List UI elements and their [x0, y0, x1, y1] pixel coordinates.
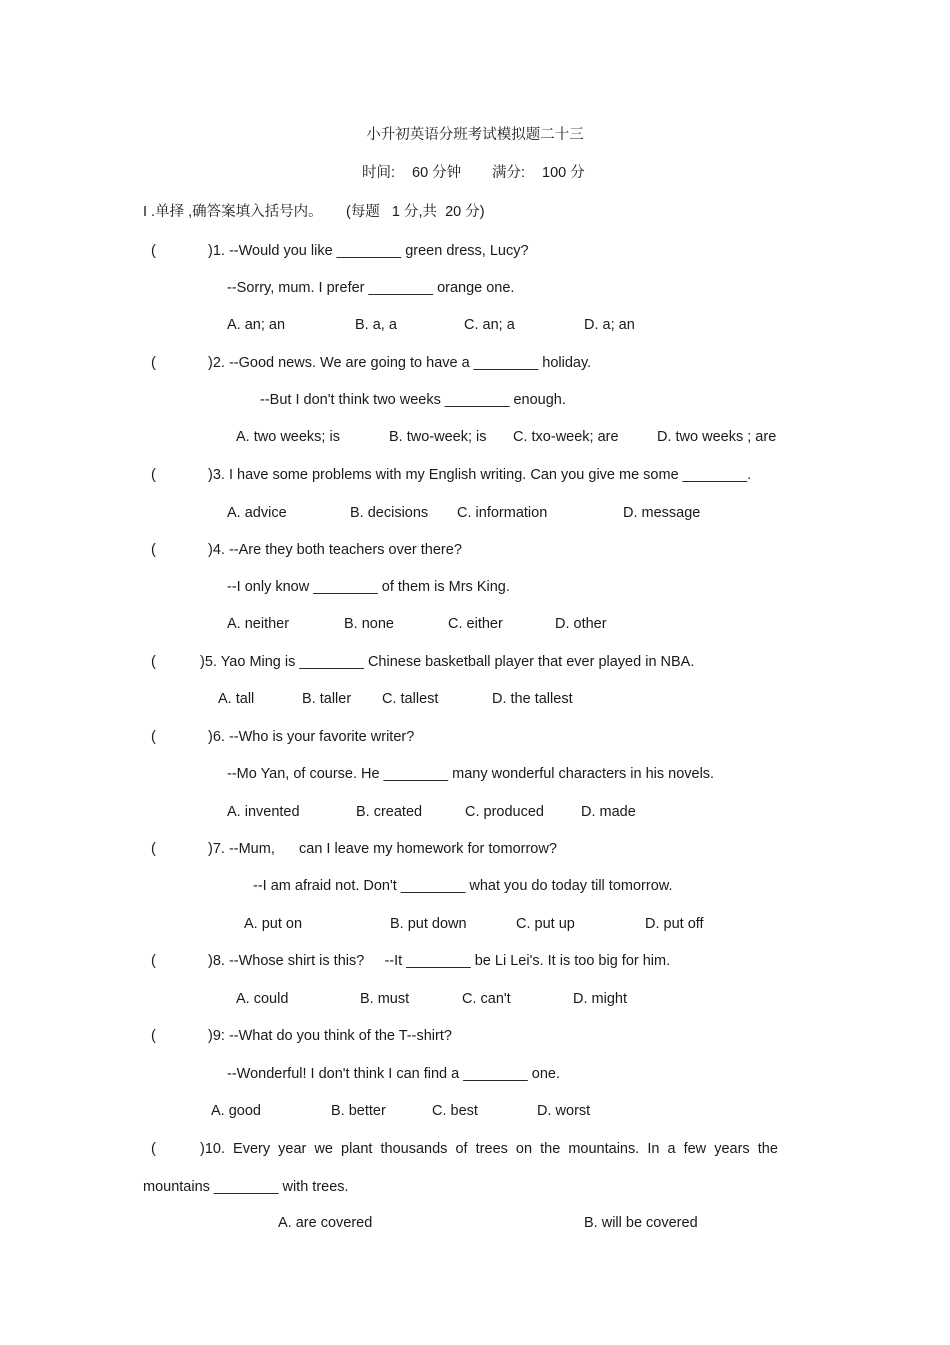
answer-paren[interactable]: (: [151, 654, 156, 670]
question-stem-continued: mountains ________ with trees.: [143, 1179, 349, 1195]
option-d: D. two weeks ; are: [657, 429, 777, 445]
option-c: C. an; a: [464, 317, 515, 333]
question-stem: )3. I have some problems with my English writing. Can you give me some ________.: [208, 467, 752, 483]
option-c: C. produced: [465, 804, 544, 820]
answer-paren[interactable]: (: [151, 953, 156, 969]
option-d: D. message: [623, 505, 701, 521]
score-label: 满分:: [492, 165, 526, 181]
option-c: C. either: [448, 616, 503, 632]
option-a: A. good: [211, 1103, 261, 1119]
option-c: C. information: [457, 505, 548, 521]
option-d: D. put off: [645, 916, 704, 932]
option-c: C. txo-week; are: [513, 429, 619, 445]
option-b: B. two-week; is: [389, 429, 487, 445]
option-d: D. the tallest: [492, 691, 573, 707]
option-a: A. are covered: [278, 1215, 373, 1231]
option-b: B. better: [331, 1103, 386, 1119]
option-a: A. tall: [218, 691, 255, 707]
question-reply: --I am afraid not. Don't ________ what you do today till tomorrow.: [253, 878, 673, 894]
option-b: B. must: [360, 991, 410, 1007]
option-a: A. invented: [227, 804, 300, 820]
answer-paren[interactable]: (: [151, 1028, 156, 1044]
option-d: D. other: [555, 616, 607, 632]
question-stem: )6. --Who is your favorite writer?: [208, 729, 415, 745]
option-a: A. advice: [227, 505, 287, 521]
question-reply: --I only know ________ of them is Mrs King.: [227, 579, 510, 595]
answer-paren[interactable]: (: [151, 355, 156, 371]
option-b: B. decisions: [350, 505, 429, 521]
option-d: D. might: [573, 991, 627, 1007]
question-reply: --But I don't think two weeks ________ enough.: [260, 392, 566, 408]
question-stem: )8. --Whose shirt is this? --It ________ be Li Lei's. It is too big for him.: [208, 953, 671, 969]
option-c: C. tallest: [382, 691, 439, 707]
answer-paren[interactable]: (: [151, 243, 156, 259]
option-c: C. put up: [516, 916, 575, 932]
question-stem: )5. Yao Ming is ________ Chinese basketball player that ever played in NBA.: [200, 654, 695, 670]
score-value: 100 分: [542, 165, 585, 181]
page-title: 小升初英语分班考试模拟题二十三: [366, 127, 584, 143]
option-b: B. none: [344, 616, 394, 632]
question-reply: --Sorry, mum. I prefer ________ orange one.: [227, 280, 515, 296]
time-value: 60 分钟: [412, 165, 462, 181]
option-c: C. can't: [462, 991, 511, 1007]
option-d: D. a; an: [584, 317, 635, 333]
answer-paren[interactable]: (: [151, 467, 156, 483]
section-note: (每题 1 分,共 20 分): [346, 204, 485, 220]
question-stem: )7. --Mum, can I leave my homework for tomorrow?: [208, 841, 557, 857]
answer-paren[interactable]: (: [151, 1141, 156, 1157]
answer-paren[interactable]: (: [151, 841, 156, 857]
option-b: B. taller: [302, 691, 352, 707]
answer-paren[interactable]: (: [151, 729, 156, 745]
option-a: A. two weeks; is: [236, 429, 340, 445]
question-reply: --Wonderful! I don't think I can find a ________ one.: [227, 1066, 560, 1082]
option-a: A. an; an: [227, 317, 286, 333]
question-reply: --Mo Yan, of course. He ________ many wonderful characters in his novels.: [227, 766, 715, 782]
answer-paren[interactable]: (: [151, 542, 156, 558]
option-d: D. made: [581, 804, 636, 820]
question-stem: )4. --Are they both teachers over there?: [208, 542, 462, 558]
question-stem: )2. --Good news. We are going to have a ________ holiday.: [208, 355, 592, 371]
option-a: A. put on: [244, 916, 303, 932]
option-d: D. worst: [537, 1103, 591, 1119]
question-stem: )10. Every year we plant thousands of trees on the mountains. In a few years the: [200, 1141, 778, 1157]
option-c: C. best: [432, 1103, 478, 1119]
section-heading: I .单择 ,确答案填入括号内。: [143, 204, 323, 220]
option-b: B. put down: [390, 916, 467, 932]
question-stem: )1. --Would you like ________ green dress, Lucy?: [208, 243, 529, 259]
option-a: A. could: [236, 991, 289, 1007]
option-b: B. a, a: [355, 317, 397, 333]
option-b: B. created: [356, 804, 423, 820]
question-stem: )9: --What do you think of the T--shirt?: [208, 1028, 452, 1044]
option-b: B. will be covered: [584, 1215, 698, 1231]
time-label: 时间:: [362, 165, 396, 181]
option-a: A. neither: [227, 616, 290, 632]
